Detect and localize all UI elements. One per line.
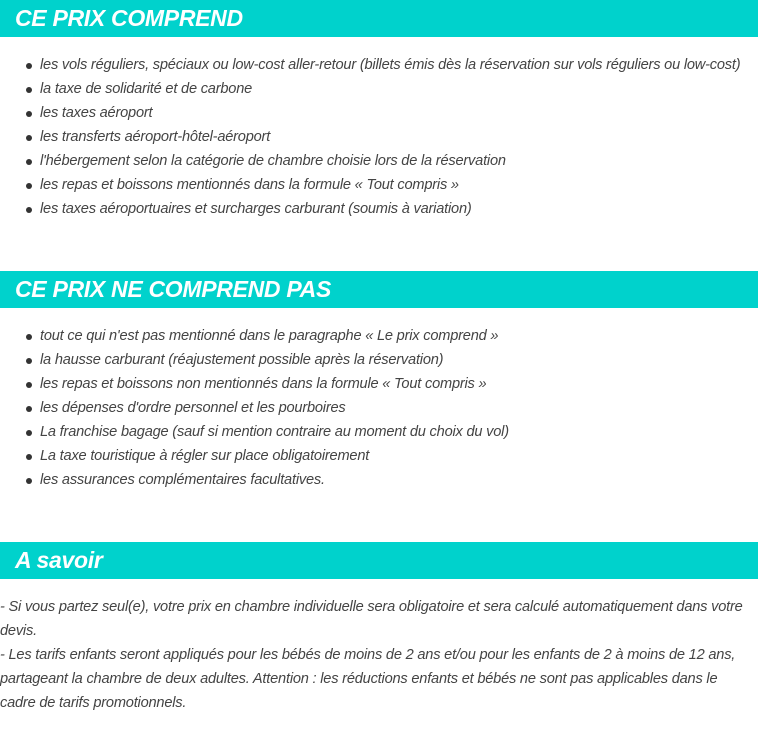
list-item: tout ce qui n'est pas mentionné dans le paragraphe « Le prix comprend »: [0, 324, 509, 348]
list-item: les transferts aéroport-hôtel-aéroport: [0, 125, 740, 149]
section-title: CE PRIX COMPREND: [15, 5, 243, 31]
list-item: les taxes aéroport: [0, 101, 740, 125]
section-title: CE PRIX NE COMPREND PAS: [15, 276, 331, 302]
bullet-icon: [26, 478, 32, 484]
bullet-icon: [26, 135, 32, 141]
bullet-icon: [26, 406, 32, 412]
bullet-icon: [26, 87, 32, 93]
paragraph: - Les tarifs enfants seront appliqués pour les bébés de moins de 2 ans et/ou pour les enfants de 2 à moins de 12 ans, partageant la chambre de deux adultes. Attention : les réductions enfants et bébés ne sont pas applicables dans le cadre de tarifs promotionnels.: [0, 647, 736, 711]
included-list: [0, 53, 740, 221]
bullet-icon: [26, 454, 32, 460]
bullet-icon: [26, 358, 32, 364]
bullet-icon: [26, 207, 32, 213]
section-header-prix-ne-comprend-pas: [0, 271, 758, 308]
bullet-icon: [26, 430, 32, 436]
section-header-a-savoir: [0, 542, 758, 579]
bullet-icon: [26, 183, 32, 189]
section-header-prix-comprend: [0, 0, 758, 37]
bullet-icon: [26, 334, 32, 340]
bullet-icon: [26, 159, 32, 165]
list-item: La franchise bagage (sauf si mention contraire au moment du choix du vol): [0, 420, 509, 444]
section-title: A savoir: [15, 547, 103, 573]
list-item: la taxe de solidarité et de carbone: [0, 77, 740, 101]
paragraph: - Si vous partez seul(e), votre prix en chambre individuelle sera obligatoire et sera calculé automatiquement dans votre devis.: [0, 599, 743, 639]
list-item: les repas et boissons mentionnés dans la formule « Tout compris »: [0, 173, 740, 197]
list-item: l'hébergement selon la catégorie de chambre choisie lors de la réservation: [0, 149, 740, 173]
list-item: les repas et boissons non mentionnés dans la formule « Tout compris »: [0, 372, 509, 396]
bullet-icon: [26, 382, 32, 388]
list-item: les dépenses d'ordre personnel et les pourboires: [0, 396, 509, 420]
excluded-list: [0, 324, 509, 492]
list-item: les vols réguliers, spéciaux ou low-cost aller-retour (billets émis dès la réservation sur vols réguliers ou low-cost): [0, 53, 740, 77]
a-savoir-text: [0, 595, 752, 715]
list-item: La taxe touristique à régler sur place obligatoirement: [0, 444, 509, 468]
list-item: la hausse carburant (réajustement possible après la réservation): [0, 348, 509, 372]
bullet-icon: [26, 63, 32, 69]
list-item: les assurances complémentaires facultatives.: [0, 468, 509, 492]
list-item: les taxes aéroportuaires et surcharges carburant (soumis à variation): [0, 197, 740, 221]
bullet-icon: [26, 111, 32, 117]
